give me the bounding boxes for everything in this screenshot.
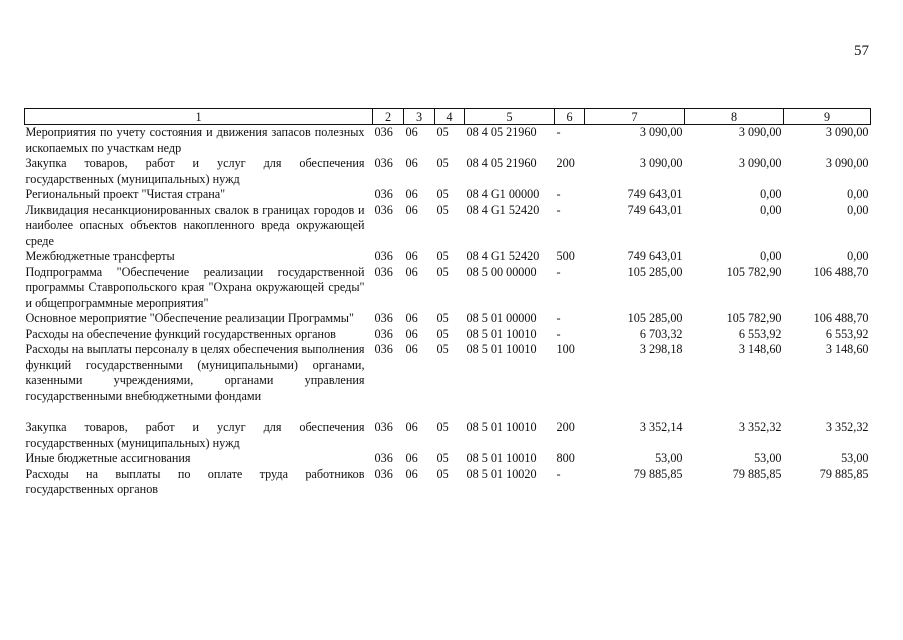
expense-type-code: 500 (556, 249, 575, 263)
amount-col-8: 3 352,32 (738, 420, 782, 434)
subsection-code: 05 (436, 125, 449, 139)
table-row (25, 187, 871, 203)
subsection-code: 05 (436, 451, 449, 465)
amount-col-9: 6 553,92 (825, 326, 869, 341)
header-row (25, 109, 871, 125)
expense-type-code: - (556, 326, 561, 341)
target-article-code: 08 5 01 10010 (466, 342, 537, 356)
target-article-code: 08 4 G1 52420 (466, 249, 540, 263)
column-header-5: 5 (465, 109, 555, 125)
column-header-4: 4 (435, 109, 465, 125)
amount-col-7: 105 285,00 (627, 264, 683, 279)
subsection-code: 05 (436, 156, 449, 170)
amount-col-7: 3 090,00 (639, 156, 683, 170)
amount-col-9: 3 352,32 (825, 420, 869, 434)
table-row (25, 327, 871, 343)
amount-col-9: 0,00 (847, 249, 869, 263)
budget-table (24, 108, 871, 498)
subsection-code: 05 (436, 187, 449, 201)
amount-col-9: 0,00 (847, 187, 869, 201)
expense-type-code: - (556, 264, 561, 279)
expense-type-code: - (556, 311, 561, 325)
table-row (25, 420, 871, 451)
amount-col-8: 0,00 (760, 202, 782, 217)
amount-col-8: 105 782,90 (726, 264, 782, 279)
amount-col-7: 6 703,32 (639, 326, 683, 341)
amount-col-7: 3 352,14 (639, 420, 683, 434)
section-code: 06 (405, 264, 418, 279)
subsection-code: 05 (436, 466, 449, 481)
table-row (25, 467, 871, 498)
amount-col-8: 3 090,00 (738, 125, 782, 139)
amount-col-9: 79 885,85 (819, 466, 869, 481)
page-number: 57 (854, 43, 869, 59)
target-article-code: 08 5 00 00000 (466, 264, 537, 279)
amount-col-8: 3 090,00 (738, 156, 782, 170)
target-article-code: 08 5 01 10020 (466, 466, 537, 481)
column-header-9: 9 (784, 109, 871, 125)
ministry-code: 036 (374, 342, 393, 356)
amount-col-7: 3 090,00 (639, 125, 683, 139)
target-article-code: 08 4 G1 52420 (466, 202, 540, 217)
ministry-code: 036 (374, 156, 393, 170)
section-code: 06 (405, 187, 418, 201)
amount-col-8: 0,00 (760, 249, 782, 263)
section-code: 06 (405, 311, 418, 325)
amount-col-7: 79 885,85 (633, 466, 683, 481)
row-name: Закупка товаров, работ и услуг для обеспечения государственных (муниципальных) нужд (25, 420, 365, 450)
table-row (25, 156, 871, 187)
section-code: 06 (405, 326, 418, 341)
subsection-code: 05 (436, 342, 449, 356)
ministry-code: 036 (374, 466, 393, 481)
column-header-6: 6 (555, 109, 585, 125)
subsection-code: 05 (436, 326, 449, 341)
section-code: 06 (405, 342, 418, 356)
subsection-code: 05 (436, 202, 449, 217)
row-name: Расходы на выплаты персоналу в целях обеспечения выполнения функций государственными (муниципальными) органами, казенными учреждениями, органами управления государственными внебюджетными фондами (25, 342, 365, 403)
subsection-code: 05 (436, 264, 449, 279)
amount-col-8: 53,00 (754, 451, 782, 465)
ministry-code: 036 (374, 264, 393, 279)
target-article-code: 08 5 01 10010 (466, 451, 537, 465)
amount-col-7: 749 643,01 (627, 249, 683, 263)
section-code: 06 (405, 466, 418, 481)
target-article-code: 08 5 01 10010 (466, 420, 537, 434)
target-article-code: 08 5 01 00000 (466, 311, 537, 325)
ministry-code: 036 (374, 249, 393, 263)
column-header-8: 8 (685, 109, 784, 125)
row-name: Расходы на обеспечение функций государственных органов (25, 326, 336, 341)
expense-type-code: 100 (556, 342, 575, 356)
table-row (25, 342, 871, 404)
table-body (25, 125, 871, 498)
column-header-1: 1 (25, 109, 373, 125)
row-spacer (25, 404, 871, 420)
amount-col-8: 0,00 (760, 187, 782, 201)
amount-col-8: 79 885,85 (732, 466, 782, 481)
table-row (25, 311, 871, 327)
expense-type-code: - (556, 125, 561, 139)
column-header-7: 7 (585, 109, 685, 125)
target-article-code: 08 4 G1 00000 (466, 187, 540, 201)
ministry-code: 036 (374, 420, 393, 434)
row-name: Ликвидация несанкционированных свалок в границах городов и наиболее опасных объектов накопленного вреда окружающей среде (25, 202, 365, 248)
ministry-code: 036 (374, 311, 393, 325)
amount-col-8: 3 148,60 (738, 342, 782, 356)
table-row (25, 125, 871, 157)
ministry-code: 036 (374, 326, 393, 341)
amount-col-9: 3 090,00 (825, 156, 869, 170)
column-header-3: 3 (404, 109, 435, 125)
amount-col-7: 749 643,01 (627, 187, 683, 201)
amount-col-8: 6 553,92 (738, 326, 782, 341)
target-article-code: 08 4 05 21960 (466, 156, 537, 170)
amount-col-7: 53,00 (655, 451, 683, 465)
section-code: 06 (405, 249, 418, 263)
expense-type-code: 200 (556, 156, 575, 170)
table-row (25, 203, 871, 250)
expense-type-code: 800 (556, 451, 575, 465)
table-row (25, 451, 871, 467)
subsection-code: 05 (436, 249, 449, 263)
amount-col-7: 3 298,18 (639, 342, 683, 356)
amount-col-9: 3 090,00 (825, 125, 869, 139)
section-code: 06 (405, 125, 418, 139)
section-code: 06 (405, 202, 418, 217)
expense-type-code: - (556, 187, 561, 201)
target-article-code: 08 4 05 21960 (466, 125, 537, 139)
expense-type-code: 200 (556, 420, 575, 434)
table-row (25, 249, 871, 265)
table-row (25, 265, 871, 312)
ministry-code: 036 (374, 125, 393, 139)
amount-col-7: 105 285,00 (627, 311, 683, 325)
row-name: Основное мероприятие "Обеспечение реализации Программы" (25, 311, 354, 325)
table-header (25, 109, 871, 125)
amount-col-9: 106 488,70 (813, 264, 869, 279)
row-name: Расходы на выплаты по оплате труда работников государственных органов (25, 466, 365, 496)
ministry-code: 036 (374, 187, 393, 201)
subsection-code: 05 (436, 420, 449, 434)
section-code: 06 (405, 451, 418, 465)
section-code: 06 (405, 420, 418, 434)
target-article-code: 08 5 01 10010 (466, 326, 537, 341)
subsection-code: 05 (436, 311, 449, 325)
amount-col-8: 105 782,90 (726, 311, 782, 325)
ministry-code: 036 (374, 202, 393, 217)
column-header-2: 2 (373, 109, 404, 125)
amount-col-9: 106 488,70 (813, 311, 869, 325)
spacer-cell (25, 404, 871, 420)
amount-col-9: 53,00 (841, 451, 869, 465)
expense-type-code: - (556, 466, 561, 481)
row-name: Иные бюджетные ассигнования (25, 451, 191, 465)
ministry-code: 036 (374, 451, 393, 465)
row-name: Региональный проект "Чистая страна" (25, 187, 226, 201)
amount-col-7: 749 643,01 (627, 202, 683, 217)
row-name: Закупка товаров, работ и услуг для обеспечения государственных (муниципальных) нужд (25, 156, 365, 186)
row-name: Подпрограмма "Обеспечение реализации государственной программы Ставропольского края "Охрана окружающей среды" и общепрограммные мероприятия" (25, 264, 365, 310)
row-name: Межбюджетные трансферты (25, 249, 175, 263)
amount-col-9: 3 148,60 (825, 342, 869, 356)
expense-type-code: - (556, 202, 561, 217)
section-code: 06 (405, 156, 418, 170)
row-name: Мероприятия по учету состояния и движения запасов полезных ископаемых по участкам недр (25, 125, 365, 155)
amount-col-9: 0,00 (847, 202, 869, 217)
